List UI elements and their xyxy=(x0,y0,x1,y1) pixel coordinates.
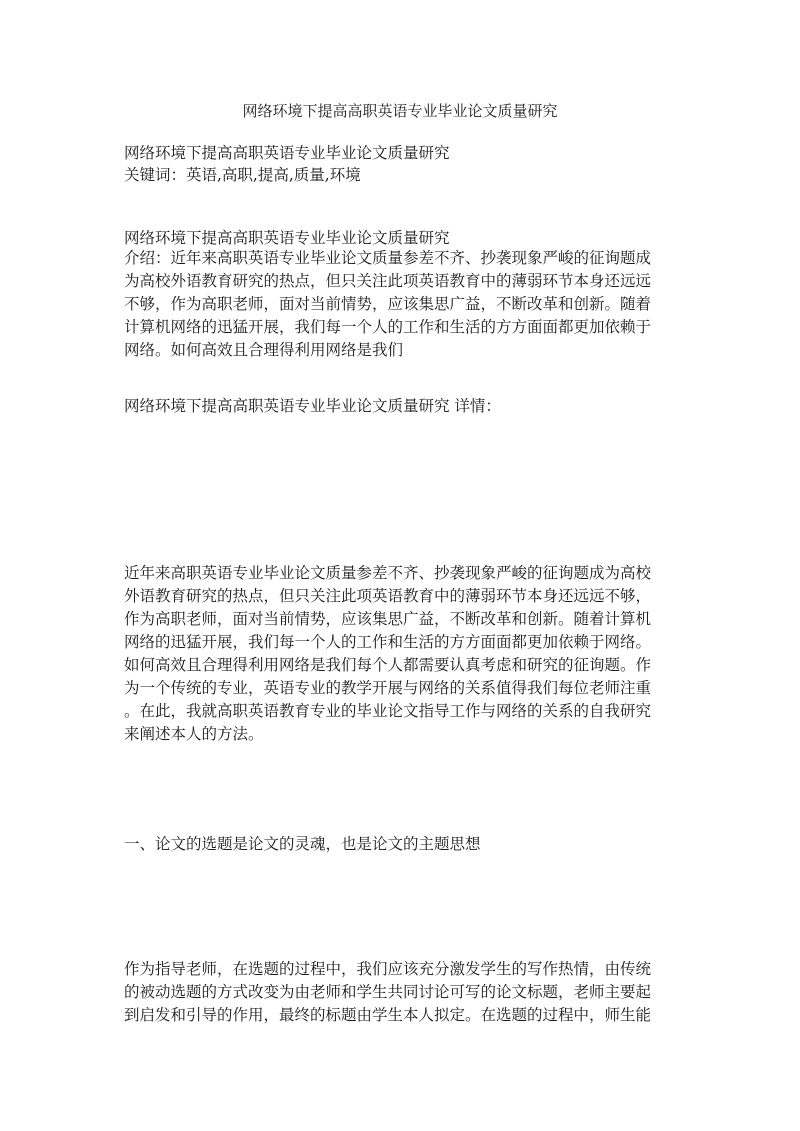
intro-line: 为高校外语教育研究的热点，但只关注此项英语教育中的薄弱环节本身还远远 xyxy=(124,272,652,290)
document-title: 网络环境下提高高职英语专业毕业论文质量研究 xyxy=(242,102,558,120)
body-line: 。在此，我就高职英语教育专业的毕业论文指导工作与网络的关系的自我研究 xyxy=(124,702,652,720)
body-line: 作为指导老师，在选题的过程中，我们应该充分激发学生的写作热情，由传统 xyxy=(124,960,652,978)
intro-line: 不够，作为高职老师，面对当前情势，应该集思广益，不断改革和创新。随着 xyxy=(124,295,652,313)
section-heading-1: 一、论文的选题是论文的灵魂，也是论文的主题思想 xyxy=(124,835,481,853)
intro-line: 介绍：近年来高职英语专业毕业论文质量参差不齐、抄袭现象严峻的征询题成 xyxy=(124,249,652,267)
body-line: 到启发和引导的作用，最终的标题由学生本人拟定。在选题的过程中，师生能 xyxy=(124,1006,652,1024)
body-line: 如何高效且合理得利用网络是我们每个人都需要认真考虑和研究的征询题。作 xyxy=(124,656,652,674)
intro-line: 网络。如何高效且合理得利用网络是我们 xyxy=(124,341,404,359)
keywords-line: 关键词：英语,高职,提高,质量,环境 xyxy=(124,166,361,184)
body-line: 网络的迅猛开展，我们每一个人的工作和生活的方方面面都更加依赖于网络。 xyxy=(124,633,652,651)
intro-line: 计算机网络的迅猛开展，我们每一个人的工作和生活的方方面面都更加依赖于 xyxy=(124,318,652,336)
header-block-title: 网络环境下提高高职英语专业毕业论文质量研究 xyxy=(124,144,450,162)
body-paragraph-2 xyxy=(124,958,680,1027)
intro-paragraph xyxy=(124,247,680,362)
detail-heading: 网络环境下提高高职英语专业毕业论文质量研究 详情： xyxy=(124,397,501,415)
body-line: 为一个传统的专业，英语专业的教学开展与网络的关系值得我们每位老师注重 xyxy=(124,679,652,697)
body-paragraph-1 xyxy=(124,562,680,746)
body-line: 的被动选题的方式改变为由老师和学生共同讨论可写的论文标题，老师主要起 xyxy=(124,983,652,1001)
intro-block-title: 网络环境下提高高职英语专业毕业论文质量研究 xyxy=(124,229,450,247)
body-line: 来阐述本人的方法。 xyxy=(124,725,264,743)
body-line: 作为高职老师，面对当前情势，应该集思广益，不断改革和创新。随着计算机 xyxy=(124,610,652,628)
body-line: 外语教育研究的热点，但只关注此项英语教育中的薄弱环节本身还远远不够， xyxy=(124,587,652,605)
body-line: 近年来高职英语专业毕业论文质量参差不齐、抄袭现象严峻的征询题成为高校 xyxy=(124,564,652,582)
